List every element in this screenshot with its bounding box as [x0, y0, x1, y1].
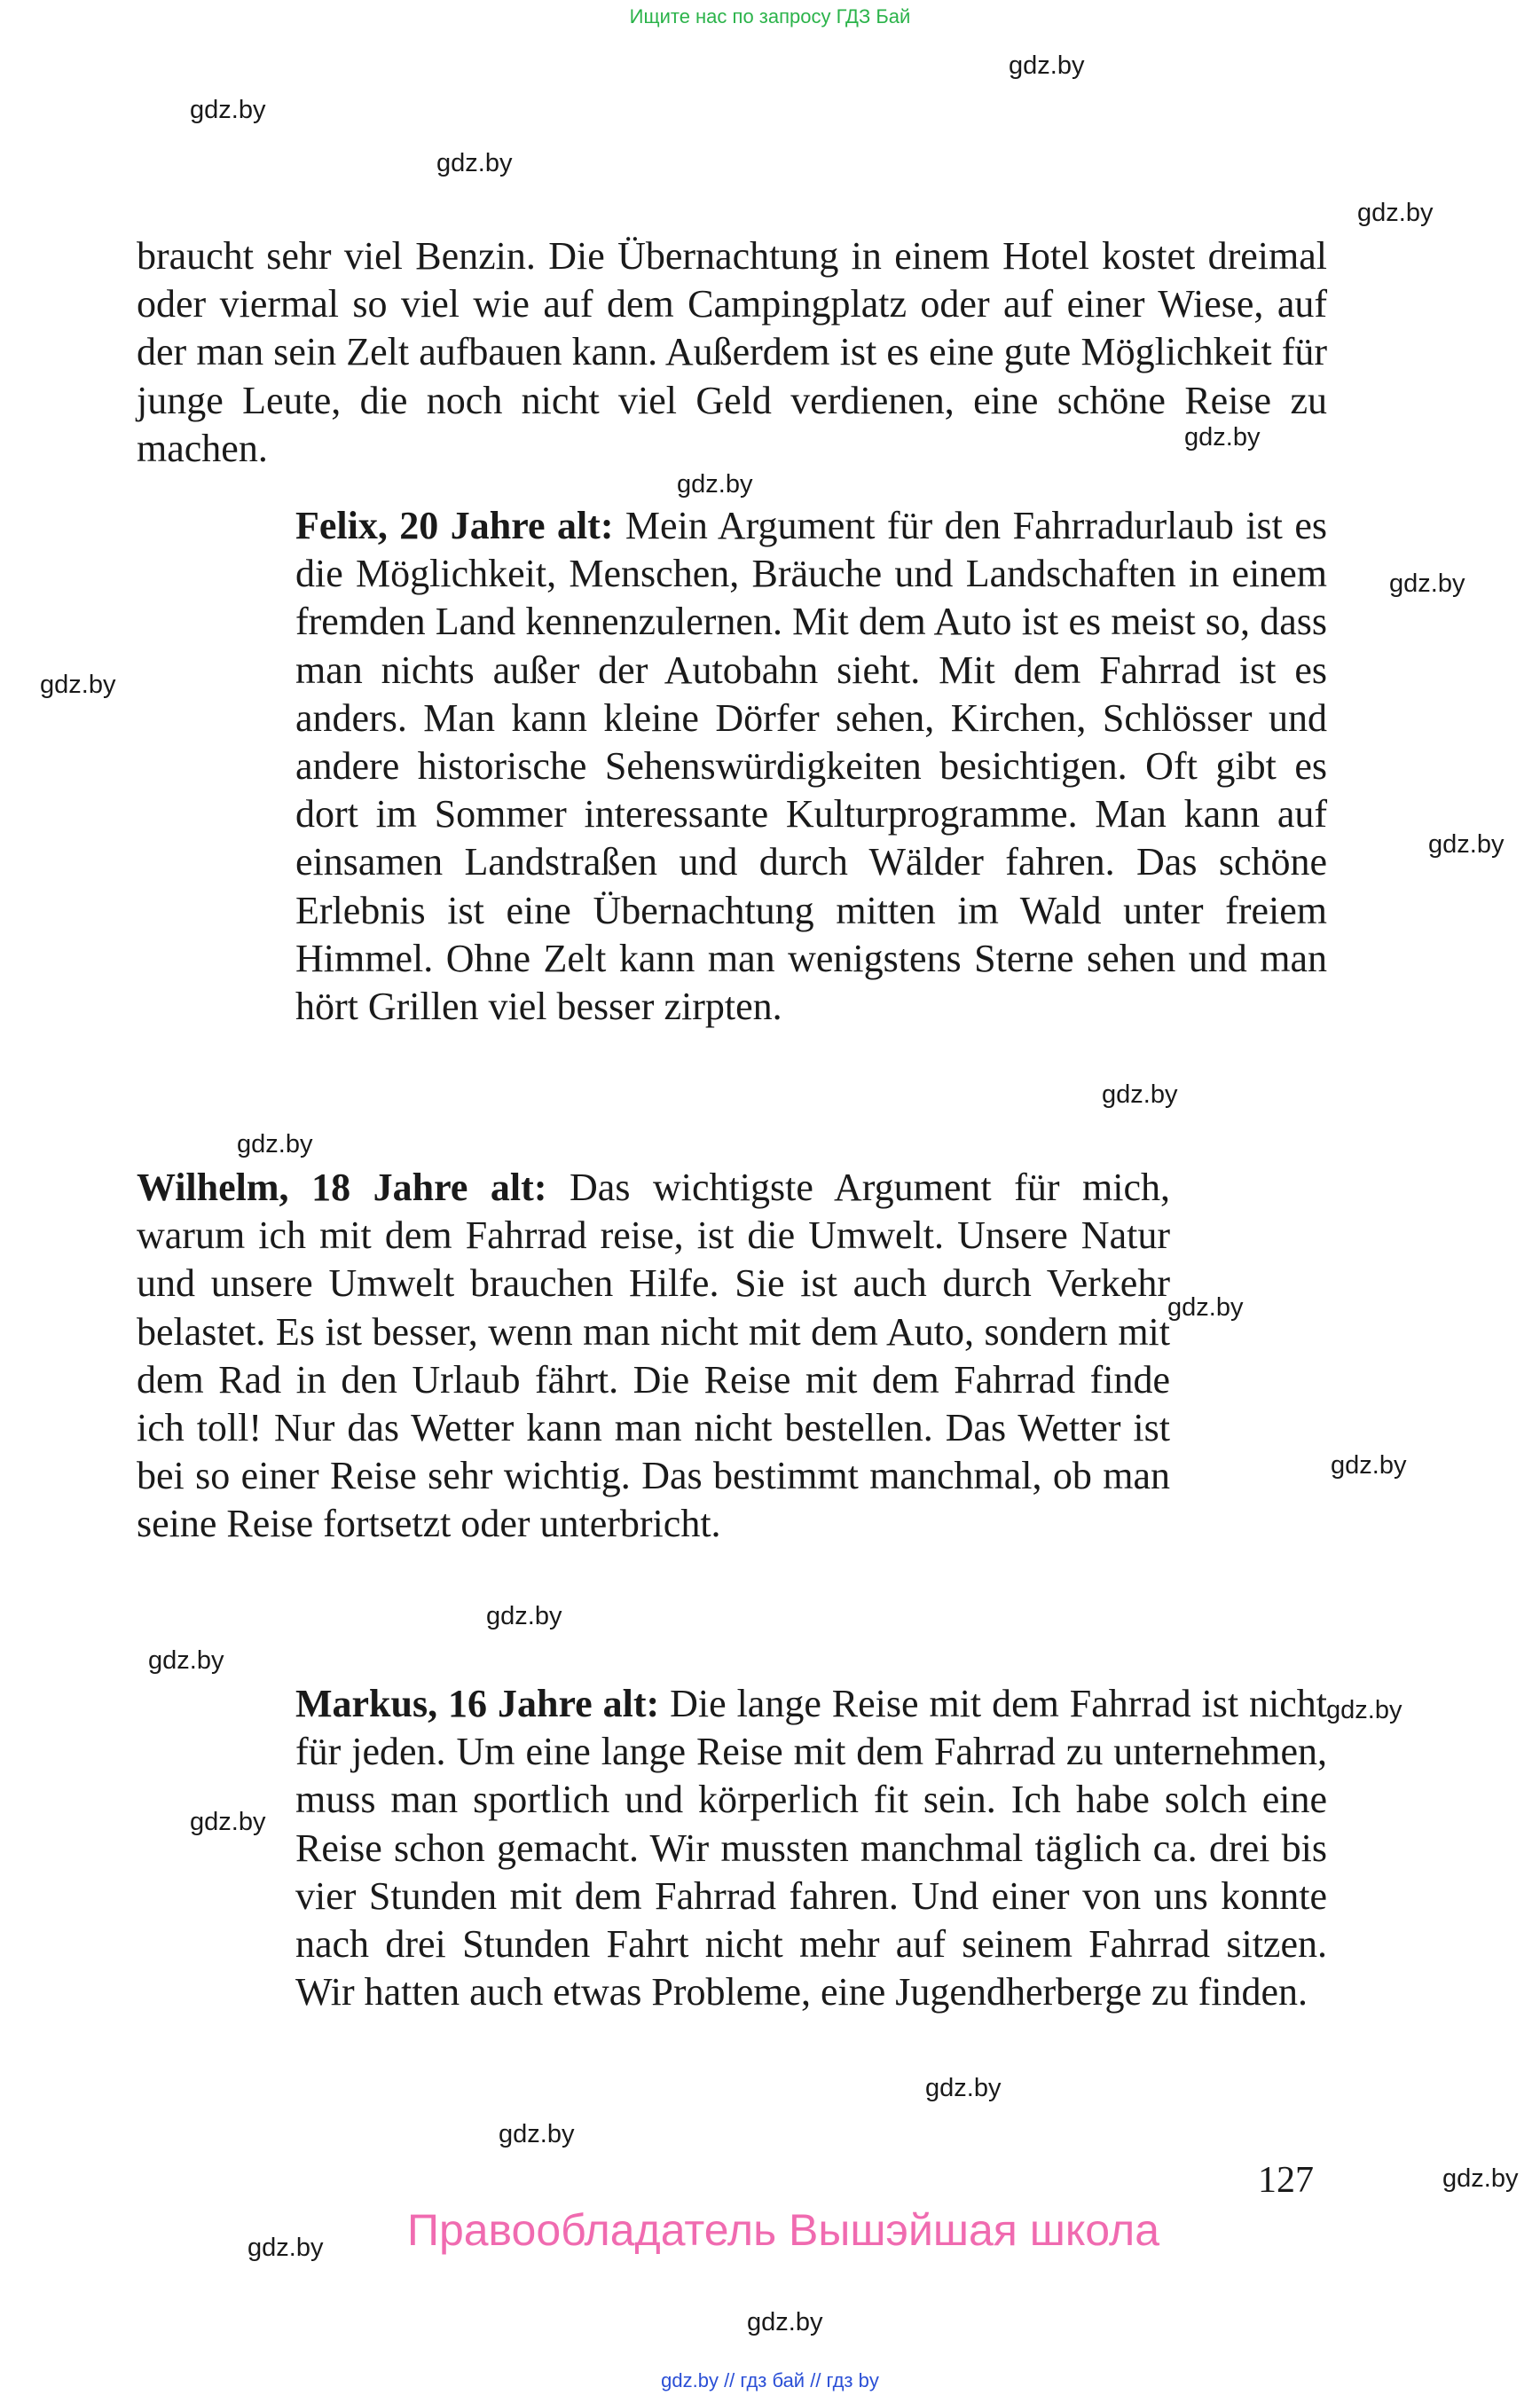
watermark: gdz.by [40, 671, 116, 699]
watermark: gdz.by [237, 1130, 313, 1158]
watermark: gdz.by [1389, 569, 1465, 598]
paragraph-text: Die lange Reise mit dem Fahrrad ist nicht für jeden. Um eine lange Reise mit dem Fahrrad zu unternehmen, muss man sportlich und körperlich fit sein. Ich habe solch eine Reise schon gemacht. Wir mussten manchmal täglich ca. drei bis vier Stunden mit dem Fahrrad fahren. Und einer von uns konnte nach drei Stunden Fahrt nicht mehr auf seinem Fahrrad sitzen. Wir hatten auch etwas Probleme, eine Jugendherberge zu finden. [295, 1682, 1327, 2014]
watermark: gdz.by [1442, 2164, 1519, 2193]
paragraph-text: braucht sehr viel Benzin. Die Übernachtung in einem Hotel kostet dreimal oder viermal so viel wie auf dem Campingplatz oder auf einer Wiese, auf der man sein Zelt aufbauen kann. Außerdem ist es eine gute Möglichkeit für junge Leute, die noch nicht viel Geld verdienen, eine schöne Reise zu machen. [137, 234, 1327, 470]
watermark: gdz.by [1331, 1451, 1407, 1480]
paragraph-felix [295, 502, 1327, 1031]
watermark: gdz.by [1102, 1080, 1178, 1109]
watermark: gdz.by [1184, 423, 1261, 452]
watermark: gdz.by [1357, 199, 1434, 227]
watermark: gdz.by [486, 1602, 562, 1630]
paragraph-text: Mein Argument für den Fahrradurlaub ist es die Möglichkeit, Menschen, Bräuche und Landschaften in einem fremden Land kennenzulernen. Mit dem Auto ist es meist so, dass man nichts außer der Autobahn sieht. Mit dem Fahrrad ist es anders. Man kann kleine Dörfer sehen, Kirchen, Schlösser und andere historische Sehenswürdigkeiten besichtigen. Oft gibt es dort im Sommer interessante Kulturprogramme. Man kann auf einsamen Landstraßen und durch Wälder fahren. Das schöne Erlebnis ist eine Übernachtung mitten im Wald unter freiem Himmel. Ohne Zelt kann man wenigstens Sterne sehen und man hört Grillen viel besser zirpten. [295, 504, 1328, 1029]
watermark: gdz.by [1326, 1696, 1402, 1724]
watermark: gdz.by [248, 2234, 324, 2262]
watermark: gdz.by [190, 96, 266, 124]
top-banner[interactable]: Ищите нас по запросу ГДЗ Бай [629, 5, 911, 27]
watermark: gdz.by [190, 1808, 266, 1836]
watermark: gdz.by [148, 1646, 224, 1675]
watermark: gdz.by [677, 470, 753, 499]
watermark: gdz.by [925, 2074, 1002, 2102]
rights-holder: Правообладатель Вышэйшая школа [407, 2205, 1159, 2255]
paragraph-markus [295, 1680, 1327, 2016]
paragraph-text: Das wichtigste Argument für mich, warum ich mit dem Fahrrad reise, ist die Umwelt. Unsere Natur und unsere Umwelt brauchen Hilfe. Sie ist auch durch Verkehr belastet. Es ist besser, wenn man nicht mit dem Auto, sondern mit dem Rad in den Urlaub fährt. Die Reise mit dem Fahrrad finde ich toll! Nur das Wetter kann man nicht bestellen. Das Wetter ist bei so einer Reise sehr wichtig. Das bestimmt manchmal, ob man seine Reise fortsetzt oder unterbricht. [137, 1166, 1171, 1546]
watermark: gdz.by [1009, 51, 1085, 80]
watermark: gdz.by [499, 2120, 575, 2148]
watermark: gdz.by [436, 149, 513, 177]
watermark: gdz.by [1428, 830, 1505, 859]
watermark: gdz.by [747, 2308, 823, 2336]
watermark: gdz.by [1167, 1293, 1244, 1322]
speaker-label: Wilhelm, 18 Jahre alt: [137, 1166, 547, 1209]
speaker-label: Felix, 20 Jahre alt: [295, 504, 614, 547]
speaker-label: Markus, 16 Jahre alt: [295, 1682, 660, 1725]
paragraph-intro [137, 232, 1327, 473]
bottom-links[interactable]: gdz.by // гдз бай // гдз by [661, 2369, 879, 2391]
page-number: 127 [1258, 2160, 1314, 2201]
paragraph-wilhelm [137, 1164, 1170, 1549]
